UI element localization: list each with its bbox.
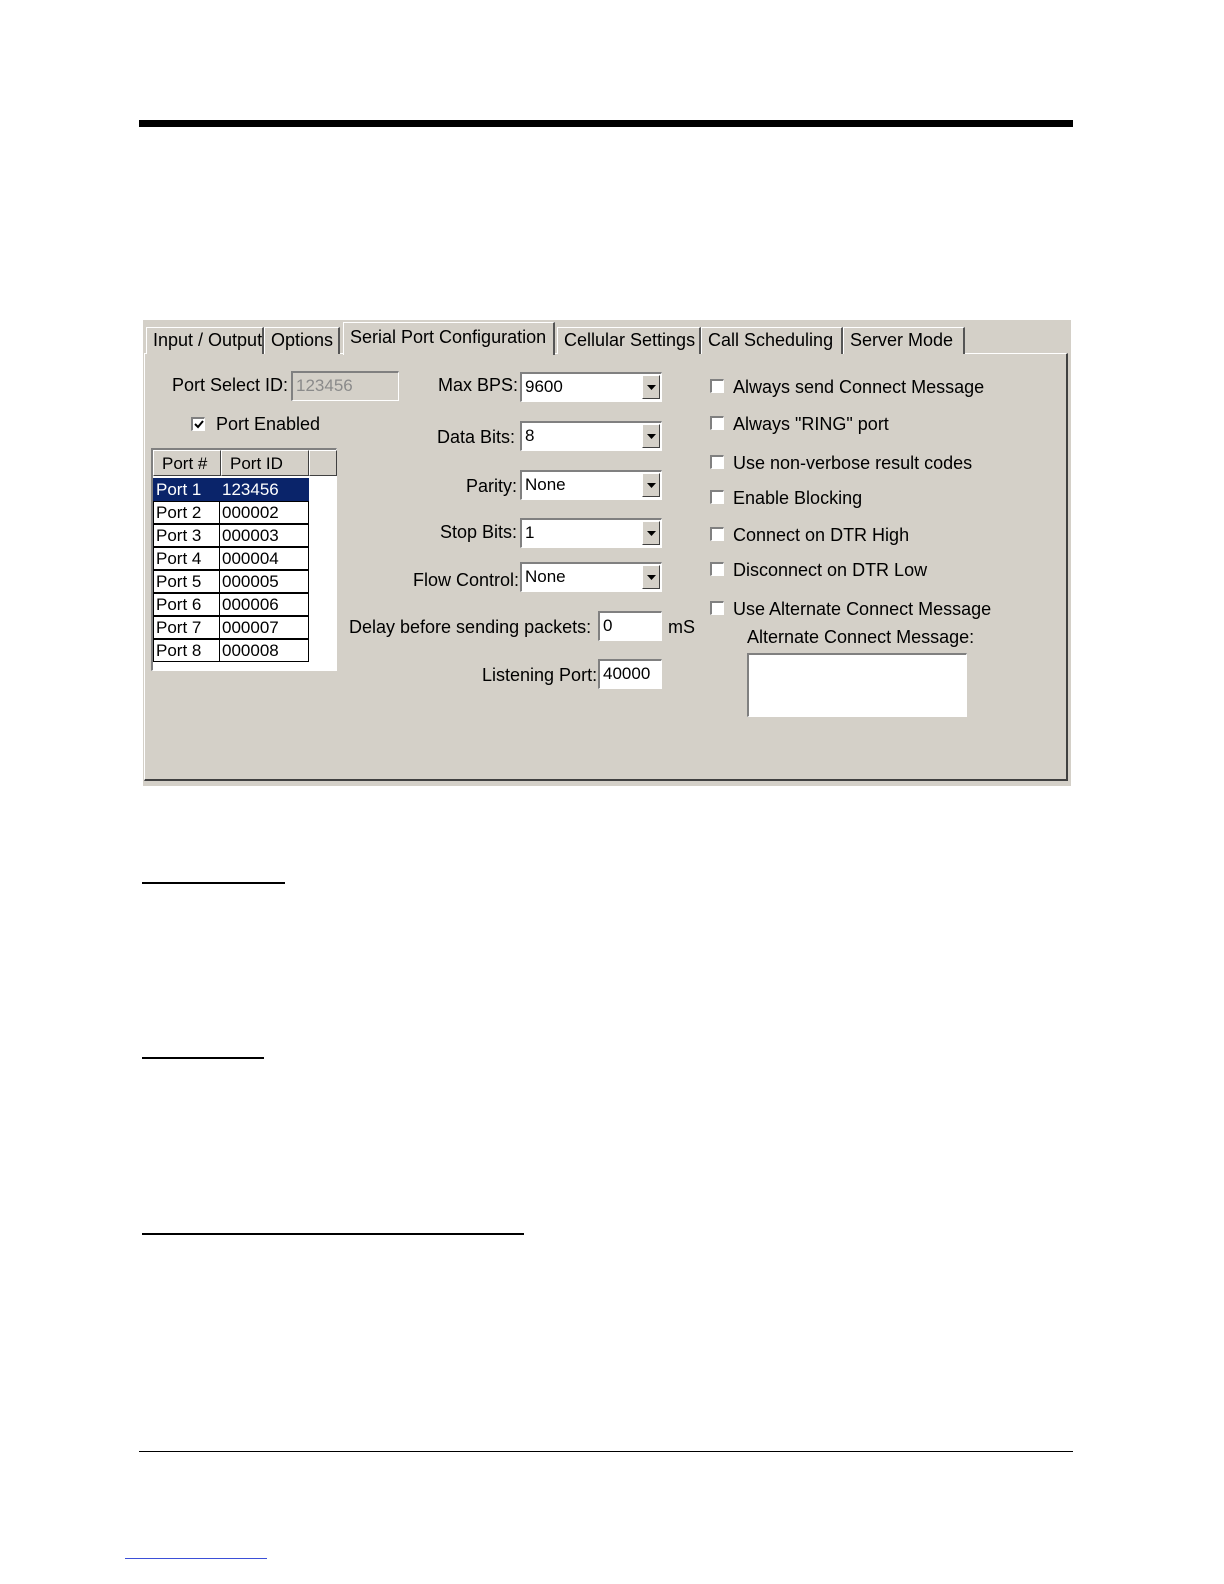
port-enabled-checkbox[interactable]: [191, 417, 205, 431]
port-number-cell: Port 2: [153, 501, 220, 524]
port-number-cell: Port 1: [153, 478, 220, 501]
tab-call-scheduling[interactable]: Call Scheduling: [701, 327, 843, 354]
tab-serial-port-configuration[interactable]: Serial Port Configuration: [343, 322, 555, 355]
parity-value: None: [525, 475, 566, 494]
tab-cellular-settings[interactable]: Cellular Settings: [557, 327, 701, 354]
chevron-down-icon[interactable]: [642, 565, 660, 589]
port-id-cell: 000005: [219, 570, 309, 593]
stop-bits-value: 1: [525, 523, 535, 542]
heading-underline: [142, 1233, 524, 1235]
chevron-down-icon[interactable]: [642, 521, 660, 545]
max-bps-label: Max BPS:: [438, 375, 519, 395]
alternate-message-textarea[interactable]: [747, 653, 967, 717]
use-alternate-connect-label: Use Alternate Connect Message: [733, 599, 992, 619]
port-select-id-field: 123456: [291, 371, 399, 401]
table-row[interactable]: [153, 616, 309, 639]
footer-link-underline: [125, 1558, 267, 1559]
stop-bits-select[interactable]: [520, 518, 662, 548]
chevron-down-icon[interactable]: [642, 424, 660, 448]
column-header-filler: [309, 450, 337, 476]
tab-input-output[interactable]: Input / Output: [146, 327, 264, 354]
flow-control-value: None: [525, 567, 566, 586]
table-row[interactable]: [153, 639, 309, 662]
use-alternate-connect-checkbox[interactable]: [710, 601, 724, 615]
alternate-message-label: Alternate Connect Message:: [747, 627, 975, 647]
footer-rule: [139, 1451, 1073, 1452]
connect-dtr-high-label: Connect on DTR High: [733, 525, 910, 545]
heading-underline: [142, 1057, 264, 1059]
table-row[interactable]: [153, 547, 309, 570]
delay-input[interactable]: 0: [598, 611, 662, 641]
port-id-cell: 000006: [219, 593, 309, 616]
port-number-cell: Port 7: [153, 616, 220, 639]
port-enabled-label: Port Enabled: [216, 414, 321, 434]
listening-port-input[interactable]: 40000: [598, 659, 662, 689]
data-bits-label: Data Bits:: [437, 427, 516, 447]
table-row[interactable]: [153, 593, 309, 616]
connect-dtr-high-checkbox[interactable]: [710, 527, 724, 541]
always-ring-label: Always "RING" port: [733, 414, 889, 434]
flow-control-label: Flow Control:: [413, 570, 520, 590]
max-bps-select[interactable]: [520, 372, 662, 402]
heading-underline: [142, 882, 285, 884]
delay-label: Delay before sending packets:: [349, 617, 592, 637]
table-row[interactable]: [153, 501, 309, 524]
delay-unit: mS: [668, 617, 695, 637]
port-number-cell: Port 8: [153, 639, 220, 662]
max-bps-value: 9600: [525, 377, 563, 396]
port-id-cell: 000003: [219, 524, 309, 547]
enable-blocking-checkbox[interactable]: [710, 490, 724, 504]
always-send-connect-checkbox[interactable]: [710, 379, 724, 393]
port-number-cell: Port 4: [153, 547, 220, 570]
disconnect-dtr-low-label: Disconnect on DTR Low: [733, 560, 928, 580]
data-bits-select[interactable]: [520, 421, 662, 451]
table-row[interactable]: [153, 524, 309, 547]
always-send-connect-label: Always send Connect Message: [733, 377, 985, 397]
port-number-cell: Port 3: [153, 524, 220, 547]
tab-options[interactable]: Options: [264, 327, 340, 354]
port-select-label: Port Select ID:: [172, 375, 289, 395]
parity-select[interactable]: [520, 470, 662, 500]
non-verbose-label: Use non-verbose result codes: [733, 453, 973, 473]
data-bits-value: 8: [525, 426, 535, 445]
chevron-down-icon[interactable]: [642, 473, 660, 497]
stop-bits-label: Stop Bits:: [440, 522, 518, 542]
column-header-port-number[interactable]: Port #: [153, 450, 221, 476]
tab-server-mode[interactable]: Server Mode: [843, 327, 965, 354]
port-number-cell: Port 6: [153, 593, 220, 616]
flow-control-select[interactable]: [520, 562, 662, 592]
non-verbose-checkbox[interactable]: [710, 455, 724, 469]
port-id-cell: 000008: [219, 639, 309, 662]
port-id-cell: 123456: [219, 478, 309, 501]
port-id-cell: 000002: [219, 501, 309, 524]
port-number-cell: Port 5: [153, 570, 220, 593]
table-row[interactable]: [153, 478, 309, 501]
column-header-port-id[interactable]: Port ID: [221, 450, 309, 476]
header-rule: [139, 120, 1073, 127]
port-id-cell: 000007: [219, 616, 309, 639]
listening-port-label: Listening Port:: [482, 665, 598, 685]
chevron-down-icon[interactable]: [642, 375, 660, 399]
enable-blocking-label: Enable Blocking: [733, 488, 863, 508]
always-ring-checkbox[interactable]: [710, 416, 724, 430]
serial-port-config-dialog: [143, 320, 1071, 786]
table-row[interactable]: [153, 570, 309, 593]
parity-label: Parity:: [466, 476, 518, 496]
port-table: [151, 448, 337, 671]
port-id-cell: 000004: [219, 547, 309, 570]
disconnect-dtr-low-checkbox[interactable]: [710, 562, 724, 576]
